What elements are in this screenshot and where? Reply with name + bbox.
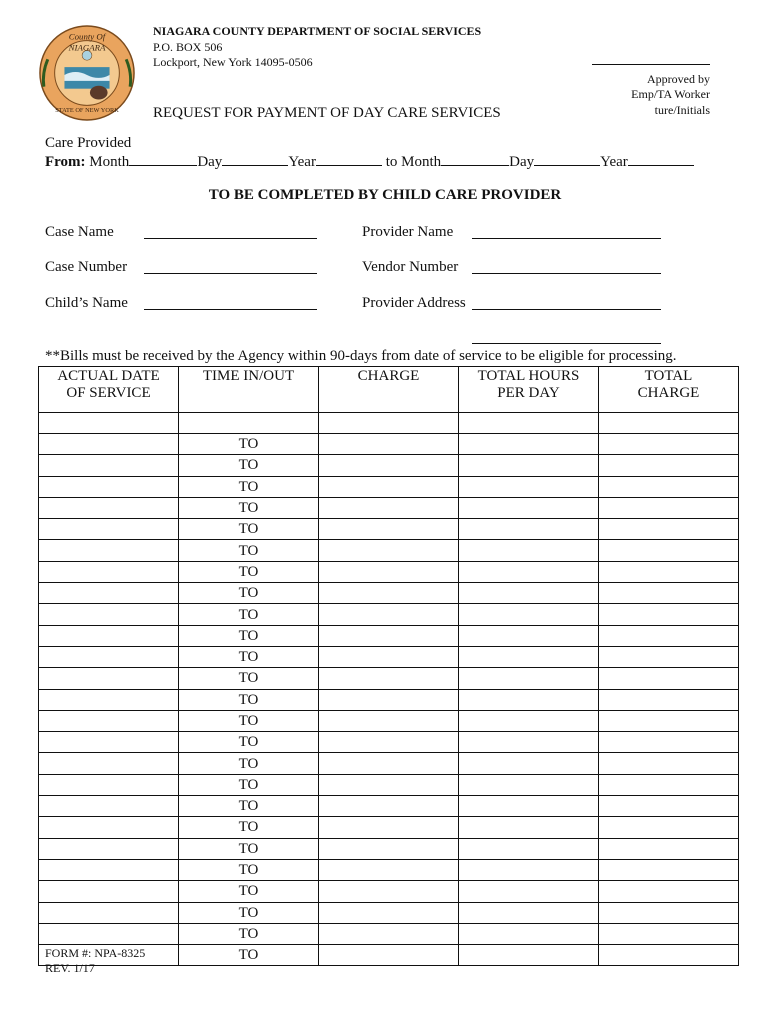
total-charge-cell[interactable] [599,902,739,923]
table-row [39,753,739,774]
total-hours-cell[interactable] [459,668,599,689]
charge-cell[interactable] [319,774,459,795]
time-to-label: TO [238,819,259,836]
provider-name-field[interactable] [472,238,661,239]
charge-cell[interactable] [319,583,459,604]
table-row [39,519,739,540]
date-of-service-cell[interactable] [39,646,179,667]
charge-cell[interactable] [319,796,459,817]
total-charge-cell[interactable] [599,923,739,944]
total-charge-cell[interactable] [599,646,739,667]
total-hours-cell[interactable] [459,923,599,944]
time-in-out-cell[interactable] [179,732,319,753]
time-in-out-cell[interactable] [179,625,319,646]
header-total-hours [459,367,599,413]
charge-cell[interactable] [319,646,459,667]
seal-text-bottom: STATE OF NEW YORK [55,107,119,115]
department-name: NIAGARA COUNTY DEPARTMENT OF SOCIAL SERVICES [153,24,482,38]
to-day-field[interactable] [534,152,600,166]
table-row [39,434,739,455]
table-row [39,476,739,497]
time-in-out-cell[interactable] [179,476,319,497]
total-charge-cell[interactable] [599,838,739,859]
time-to-label: TO [238,649,259,666]
header-total-charge-label: TOTAL CHARGE [637,368,700,401]
vendor-number-label: Vendor Number [362,259,459,275]
table-row [39,923,739,944]
header-charge [319,367,459,413]
date-of-service-cell[interactable] [39,774,179,795]
to-month-field[interactable] [441,152,509,166]
provider-name-label: Provider Name [362,224,454,240]
charge-cell[interactable] [319,689,459,710]
header-actual-date [39,367,179,413]
provider-address-field-2[interactable] [472,343,661,344]
total-charge-cell[interactable] [599,583,739,604]
total-hours-cell[interactable] [459,774,599,795]
table-row [39,604,739,625]
total-charge-cell[interactable] [599,604,739,625]
from-day-label: Day [197,154,223,170]
charge-cell[interactable] [319,561,459,582]
charge-cell[interactable] [319,455,459,476]
from-month-label: Month [89,154,130,170]
total-charge-cell[interactable] [599,710,739,731]
total-charge-cell[interactable] [599,476,739,497]
time-to-label: TO [238,670,259,687]
time-in-out-cell[interactable] [179,540,319,561]
total-charge-cell[interactable] [599,689,739,710]
total-hours-cell[interactable] [459,625,599,646]
total-charge-cell[interactable] [599,497,739,518]
table-row [39,540,739,561]
time-to-label: TO [238,585,259,602]
total-hours-cell[interactable] [459,583,599,604]
time-to-label: TO [238,904,259,921]
time-in-out-cell[interactable] [179,689,319,710]
approval-label-3: ture/Initials [654,102,710,117]
childs-name-label: Child’s Name [45,295,128,311]
table-row [39,561,739,582]
date-of-service-cell[interactable] [39,625,179,646]
time-to-label: TO [238,436,259,453]
to-year-field[interactable] [628,152,694,166]
date-of-service-cell[interactable] [39,817,179,838]
table-row [39,732,739,753]
table-row [39,859,739,880]
date-of-service-cell[interactable] [39,710,179,731]
total-charge-cell[interactable] [599,859,739,880]
header-total-charge [599,367,739,413]
service-log-body [39,434,739,966]
charge-cell[interactable] [319,817,459,838]
care-provided-section [45,134,694,171]
charge-cell[interactable] [319,838,459,859]
time-in-out-cell[interactable] [179,774,319,795]
to-year-label: Year [600,154,628,170]
charge-cell[interactable] [319,434,459,455]
total-hours-cell[interactable] [459,732,599,753]
time-to-label: TO [238,862,259,879]
total-charge-cell[interactable] [599,732,739,753]
total-charge-cell[interactable] [599,455,739,476]
approval-block [580,52,710,118]
time-in-out-cell[interactable] [179,434,319,455]
total-hours-cell[interactable] [459,519,599,540]
total-hours-cell[interactable] [459,540,599,561]
header-actual-date-label: ACTUAL DATE OF SERVICE [57,368,160,401]
total-hours-cell[interactable] [459,710,599,731]
time-in-out-cell[interactable] [179,604,319,625]
time-in-out-cell[interactable] [179,455,319,476]
from-year-field[interactable] [316,152,382,166]
approval-signature-line[interactable] [592,52,710,65]
time-to-label: TO [238,947,259,964]
total-charge-cell[interactable] [599,945,739,966]
approval-label-2: Emp/TA Worker [631,87,710,101]
total-hours-cell[interactable] [459,902,599,923]
to-day-label: Day [509,154,535,170]
total-hours-cell[interactable] [459,838,599,859]
time-to-label: TO [238,691,259,708]
date-of-service-cell[interactable] [39,476,179,497]
date-of-service-cell[interactable] [39,455,179,476]
table-row [39,710,739,731]
date-of-service-cell[interactable] [39,796,179,817]
total-hours-cell[interactable] [459,646,599,667]
charge-cell[interactable] [319,540,459,561]
county-seal-logo [38,24,136,122]
table-row [39,668,739,689]
total-hours-cell[interactable] [459,497,599,518]
table-row [39,817,739,838]
total-hours-cell[interactable] [459,796,599,817]
time-to-label: TO [238,734,259,751]
total-charge-cell[interactable] [599,753,739,774]
case-number-field[interactable] [144,273,317,274]
time-to-label: TO [238,521,259,538]
total-charge-cell[interactable] [599,774,739,795]
city-state-zip: Lockport, New York 14095-0506 [153,55,313,69]
table-row [39,497,739,518]
section-heading: TO BE COMPLETED BY CHILD CARE PROVIDER [208,187,562,203]
time-to-label: TO [238,542,259,559]
seal-text-top: County Of [68,31,106,42]
time-in-out-cell[interactable] [179,923,319,944]
provider-address-field-1[interactable] [472,309,661,310]
date-of-service-cell[interactable] [39,561,179,582]
charge-cell[interactable] [319,625,459,646]
date-of-service-cell[interactable] [39,881,179,902]
charge-cell[interactable] [319,497,459,518]
date-of-service-cell[interactable] [39,838,179,859]
total-hours-cell[interactable] [459,476,599,497]
time-to-label: TO [238,840,259,857]
po-box: P.O. BOX 506 [153,39,223,54]
date-of-service-cell[interactable] [39,434,179,455]
total-hours-cell[interactable] [459,945,599,966]
form-footer [45,946,145,976]
charge-cell[interactable] [319,753,459,774]
form-revision: REV. 1/17 [45,961,95,975]
time-to-label: TO [238,925,259,942]
date-of-service-cell[interactable] [39,923,179,944]
time-in-out-cell[interactable] [179,583,319,604]
total-hours-cell[interactable] [459,881,599,902]
time-to-label: TO [238,755,259,772]
time-to-label: TO [238,798,259,815]
date-of-service-cell[interactable] [39,583,179,604]
time-in-out-cell[interactable] [179,902,319,923]
time-in-out-cell[interactable] [179,859,319,880]
to-label: to [385,154,398,170]
seal-text-name: NIAGARA [68,42,106,53]
charge-cell[interactable] [319,476,459,497]
charge-cell[interactable] [319,881,459,902]
service-log-table [38,366,739,966]
total-hours-cell[interactable] [459,561,599,582]
care-provided-label: Care Provided [45,135,132,151]
from-day-field[interactable] [222,152,288,166]
total-hours-cell[interactable] [459,859,599,880]
form-number: FORM #: NPA-8325 [45,946,146,960]
time-in-out-cell[interactable] [179,561,319,582]
total-hours-cell[interactable] [459,434,599,455]
header-spacer-row [39,413,739,434]
table-row [39,774,739,795]
header-time-in-out-label: TIME IN/OUT [202,368,295,384]
table-row [39,838,739,859]
time-to-label: TO [238,606,259,623]
billing-notice: **Bills must be received by the Agency within 90-days from date of service to be eligible for processing. [45,348,677,364]
table-row [39,881,739,902]
table-row [39,902,739,923]
time-in-out-cell[interactable] [179,710,319,731]
date-of-service-cell[interactable] [39,732,179,753]
charge-cell[interactable] [319,668,459,689]
table-row [39,796,739,817]
charge-cell[interactable] [319,732,459,753]
time-in-out-cell[interactable] [179,497,319,518]
header-charge-label: CHARGE [357,368,420,384]
charge-cell[interactable] [319,923,459,944]
total-charge-cell[interactable] [599,434,739,455]
time-in-out-cell[interactable] [179,945,319,966]
agency-address-block [153,24,481,71]
childs-name-field[interactable] [144,309,317,310]
table-row [39,646,739,667]
time-in-out-cell[interactable] [179,753,319,774]
time-in-out-cell[interactable] [179,881,319,902]
total-charge-cell[interactable] [599,881,739,902]
time-in-out-cell[interactable] [179,668,319,689]
time-in-out-cell[interactable] [179,646,319,667]
total-charge-cell[interactable] [599,817,739,838]
total-hours-cell[interactable] [459,604,599,625]
time-to-label: TO [238,776,259,793]
total-charge-cell[interactable] [599,668,739,689]
case-name-label: Case Name [45,224,114,240]
from-label: From: [45,154,86,170]
date-of-service-cell[interactable] [39,689,179,710]
from-year-label: Year [288,154,316,170]
table-row [39,583,739,604]
header-time-in-out [179,367,319,413]
total-hours-cell[interactable] [459,689,599,710]
time-in-out-cell[interactable] [179,519,319,540]
provider-address-label: Provider Address [362,295,466,311]
case-name-field[interactable] [144,238,317,239]
time-in-out-cell[interactable] [179,838,319,859]
table-row [39,689,739,710]
to-month-label: Month [401,154,442,170]
charge-cell[interactable] [319,902,459,923]
charge-cell[interactable] [319,710,459,731]
time-to-label: TO [238,883,259,900]
total-hours-cell[interactable] [459,455,599,476]
total-charge-cell[interactable] [599,625,739,646]
charge-cell[interactable] [319,604,459,625]
time-to-label: TO [238,500,259,517]
total-charge-cell[interactable] [599,796,739,817]
charge-cell[interactable] [319,519,459,540]
time-to-label: TO [238,457,259,474]
form-title: REQUEST FOR PAYMENT OF DAY CARE SERVICES [153,105,501,121]
vendor-number-field[interactable] [472,273,661,274]
date-of-service-cell[interactable] [39,540,179,561]
date-of-service-cell[interactable] [39,519,179,540]
approval-label-1: Approved by [647,71,710,86]
header-total-hours-label: TOTAL HOURS PER DAY [477,368,580,401]
date-of-service-cell[interactable] [39,497,179,518]
from-month-field[interactable] [129,152,197,166]
time-to-label: TO [238,563,259,580]
time-to-label: TO [238,713,259,729]
charge-cell[interactable] [319,945,459,966]
time-to-label: TO [238,478,259,495]
time-in-out-cell[interactable] [179,796,319,817]
total-charge-cell[interactable] [599,519,739,540]
charge-cell[interactable] [319,859,459,880]
date-of-service-cell[interactable] [39,753,179,774]
date-of-service-cell[interactable] [39,902,179,923]
time-in-out-cell[interactable] [179,817,319,838]
date-of-service-cell[interactable] [39,859,179,880]
date-of-service-cell[interactable] [39,668,179,689]
case-number-label: Case Number [45,259,128,275]
table-row [39,625,739,646]
total-hours-cell[interactable] [459,753,599,774]
time-to-label: TO [238,627,259,644]
table-row [39,455,739,476]
total-charge-cell[interactable] [599,540,739,561]
date-of-service-cell[interactable] [39,604,179,625]
total-charge-cell[interactable] [599,561,739,582]
total-hours-cell[interactable] [459,817,599,838]
